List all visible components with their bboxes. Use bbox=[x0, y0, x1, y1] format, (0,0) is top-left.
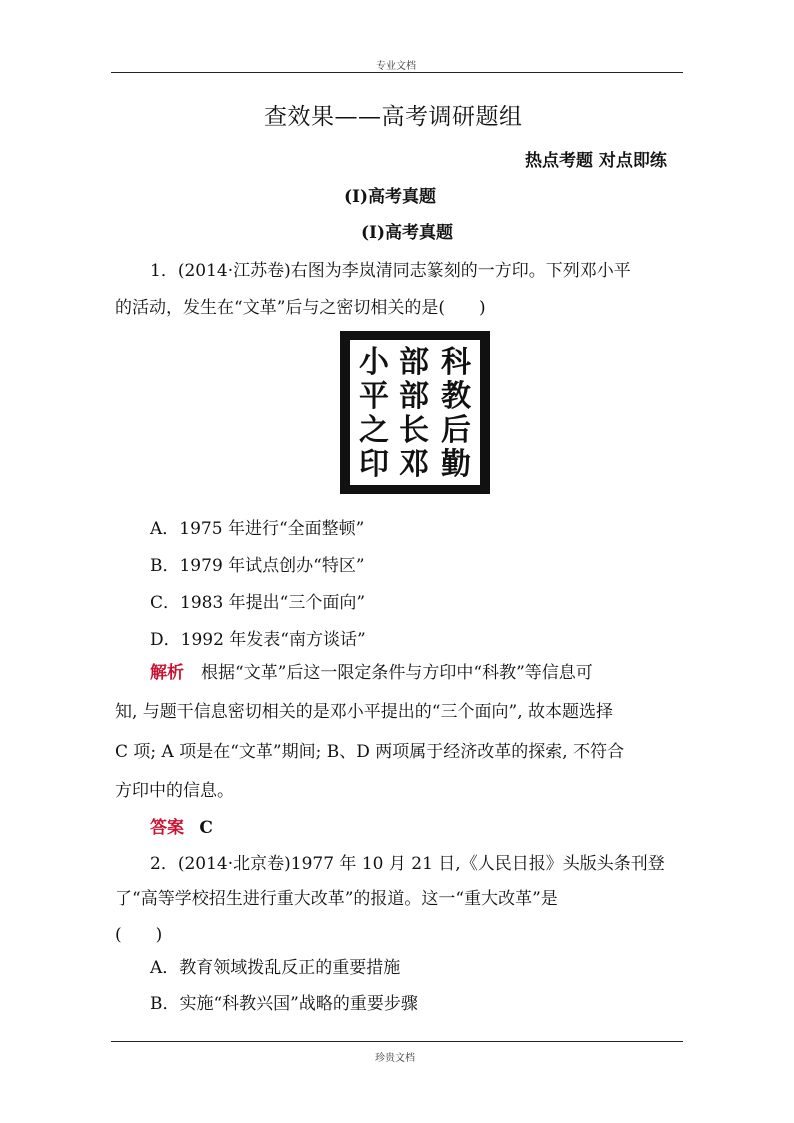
answer-value: C bbox=[199, 818, 213, 838]
q1-analysis-line2: 知, 与题干信息密切相关的是邓小平提出的“三个面向”, 故本题选择 bbox=[115, 702, 613, 722]
seal-char: 后 bbox=[441, 413, 471, 448]
seal-char: 长 bbox=[399, 413, 429, 448]
seal-char: 勤 bbox=[441, 447, 471, 482]
q1-option-a: A．1975 年进行“全面整顿” bbox=[150, 519, 365, 539]
q1-option-c: C．1983 年提出“三个面向” bbox=[150, 593, 366, 613]
seal-char: 之 bbox=[359, 413, 389, 448]
section-heading-2: (Ⅰ)高考真题 bbox=[361, 223, 454, 243]
page-subtitle: 热点考题 对点即练 bbox=[525, 151, 667, 171]
page-title: 查效果——高考调研题组 bbox=[264, 104, 523, 130]
q1-option-d: D．1992 年发表“南方谈话” bbox=[150, 630, 366, 650]
q2-stem-line1: 2．(2014·北京卷)1977 年 10 月 21 日,《人民日报》头版头条刊登 bbox=[150, 854, 665, 874]
seal-column-middle bbox=[394, 346, 434, 482]
q1-analysis-line4: 方印中的信息。 bbox=[115, 781, 234, 801]
q2-stem-line3: ( ) bbox=[115, 925, 163, 945]
seal-column-right bbox=[436, 346, 476, 482]
q2-option-a: A．教育领域拨乱反正的重要措施 bbox=[150, 958, 401, 978]
q1-answer bbox=[150, 813, 213, 838]
seal-char: 教 bbox=[441, 379, 471, 414]
seal-char: 部 bbox=[399, 345, 429, 380]
seal-char: 小 bbox=[359, 345, 389, 380]
analysis-text: 根据“文革”后这一限定条件与方印中“科教”等信息可 bbox=[184, 663, 593, 683]
q1-option-b: B．1979 年试点创办“特区” bbox=[150, 556, 365, 576]
q2-option-b: B．实施“科教兴国”战略的重要步骤 bbox=[150, 994, 418, 1014]
analysis-label: 解析 bbox=[150, 663, 184, 683]
seal-column-left bbox=[354, 346, 394, 482]
q1-stem-line2: 的活动，发生在“文革”后与之密切相关的是( ) bbox=[115, 298, 486, 318]
seal-char: 科 bbox=[441, 345, 471, 380]
q2-stem-line2: 了“高等学校招生进行重大改革”的报道。这一“重大改革”是 bbox=[115, 889, 558, 909]
page-header: 专业文档 bbox=[376, 61, 416, 72]
answer-label: 答案 bbox=[150, 818, 184, 838]
seal-char: 印 bbox=[359, 447, 389, 482]
section-heading-1: (Ⅰ)高考真题 bbox=[344, 187, 437, 207]
footer-rule bbox=[111, 1041, 683, 1042]
q1-analysis-line1 bbox=[150, 658, 593, 683]
seal-char: 部 bbox=[399, 379, 429, 414]
q1-analysis-line3: C 项; A 项是在“文革”期间; B、D 两项属于经济改革的探索, 不符合 bbox=[115, 742, 625, 762]
seal-stamp-image bbox=[340, 331, 490, 494]
seal-char: 平 bbox=[359, 379, 389, 414]
seal-char: 邓 bbox=[399, 447, 429, 482]
page-footer: 珍贵文档 bbox=[375, 1053, 415, 1064]
header-rule bbox=[111, 72, 683, 73]
q1-stem-line1: 1．(2014·江苏卷)右图为李岚清同志篆刻的一方印。下列邓小平 bbox=[150, 261, 631, 281]
